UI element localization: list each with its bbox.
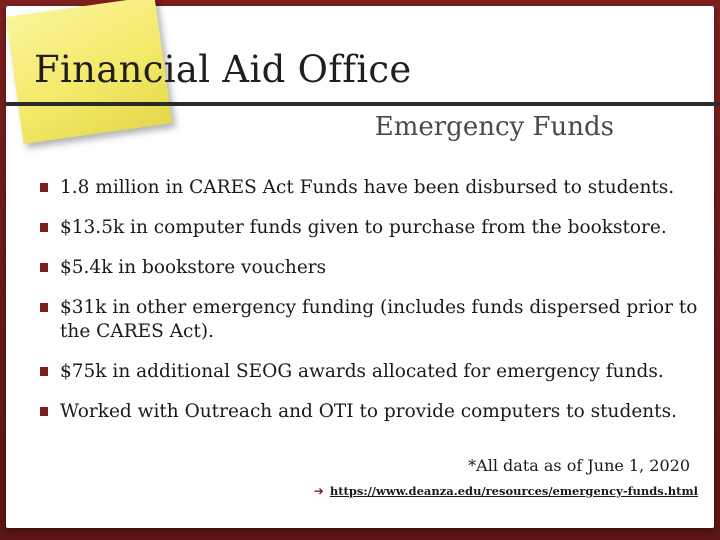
square-bullet-icon <box>40 223 48 232</box>
source-reference <box>314 484 698 498</box>
bullet-item <box>40 256 700 280</box>
title-underline <box>6 102 720 106</box>
bullet-text: $75k in additional SEOG awards allocated for emergency funds. <box>60 361 664 382</box>
bullet-item <box>40 360 700 384</box>
arrow-right-icon: ➔ <box>313 484 324 498</box>
bullet-text: 1.8 million in CARES Act Funds have been disbursed to students. <box>60 177 675 198</box>
square-bullet-icon <box>40 263 48 272</box>
square-bullet-icon <box>40 183 48 192</box>
square-bullet-icon <box>40 367 48 376</box>
square-bullet-icon <box>40 407 48 416</box>
square-bullet-icon <box>40 303 48 312</box>
bullet-item <box>40 176 700 200</box>
data-date-note: *All data as of June 1, 2020 <box>468 456 690 475</box>
bullet-text: $5.4k in bookstore vouchers <box>60 257 327 278</box>
bullet-list <box>40 176 700 440</box>
slide-subtitle: Emergency Funds <box>374 112 614 142</box>
bullet-text: $31k in other emergency funding (includes funds dispersed prior to the CARES Act). <box>60 297 698 342</box>
bullet-item <box>40 400 700 424</box>
source-link[interactable]: https://www.deanza.edu/resources/emergency-funds.html <box>329 484 698 498</box>
bullet-item <box>40 296 700 344</box>
bullet-text: Worked with Outreach and OTI to provide computers to students. <box>60 401 677 422</box>
slide-title: Financial Aid Office <box>34 48 412 91</box>
bullet-text: $13.5k in computer funds given to purchase from the bookstore. <box>60 217 667 238</box>
bullet-item <box>40 216 700 240</box>
